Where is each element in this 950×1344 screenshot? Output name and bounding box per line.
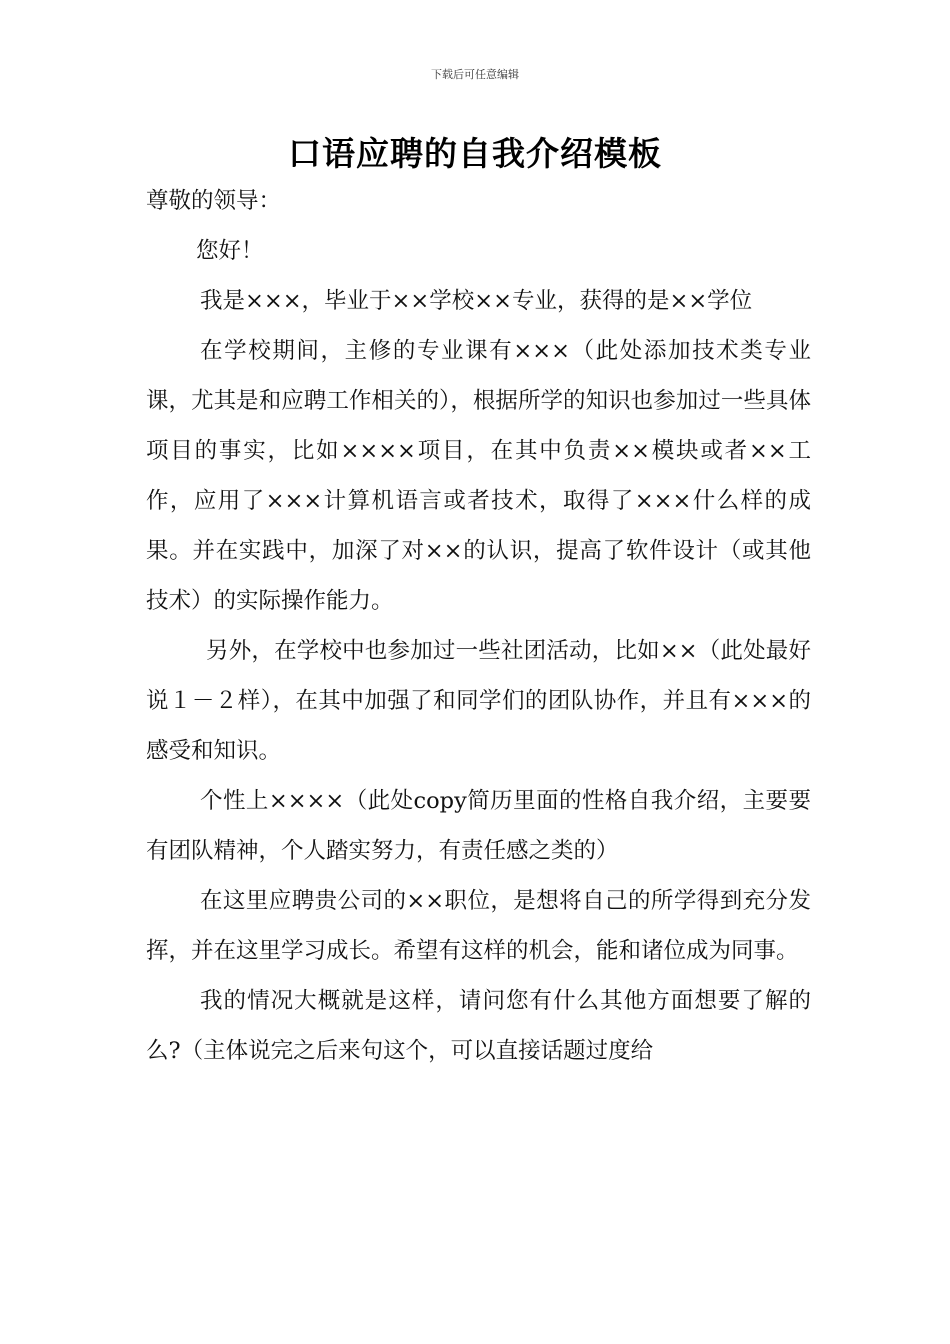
document-title: 口语应聘的自我介绍模板 — [288, 134, 662, 173]
paragraph-personality: 个性上××××（此处copy简历里面的性格自我介绍，主要要有团队精神，个人踏实努力，有责任感之类的） — [146, 788, 811, 864]
paragraph-education: 在学校期间，主修的专业课有×××（此处添加技术类专业课，尤其是和应聘工作相关的），根据所学的知识也参加过一些具体项目的事实，比如××××项目，在其中负责××模块或者××工作，应用了×××计算机语言或者技术，取得了×××什么样的成果。并在实践中，加深了对××的认识，提高了软件设计（或其他技术）的实际操作能力。 — [146, 338, 811, 614]
paragraph-activities: 另外，在学校中也参加过一些社团活动，比如××（此处最好说１－２样），在其中加强了和同学们的团队协作，并且有×××的感受和知识。 — [146, 638, 811, 764]
document-body — [146, 176, 811, 1076]
salutation: 尊敬的领导： — [146, 188, 282, 214]
header-note: 下载后可任意编辑 — [431, 68, 519, 81]
greeting-line: 您好！ — [196, 238, 264, 264]
paragraph-closing: 我的情况大概就是这样，请问您有什么其他方面想要了解的么?（主体说完之后来句这个，可以直接话题过度给 — [146, 988, 811, 1064]
paragraph-intro: 我是×××，毕业于××学校××专业，获得的是××学位 — [200, 288, 753, 314]
paragraph-motivation: 在这里应聘贵公司的××职位，是想将自己的所学得到充分发挥，并在这里学习成长。希望有这样的机会，能和诸位成为同事。 — [146, 888, 811, 964]
